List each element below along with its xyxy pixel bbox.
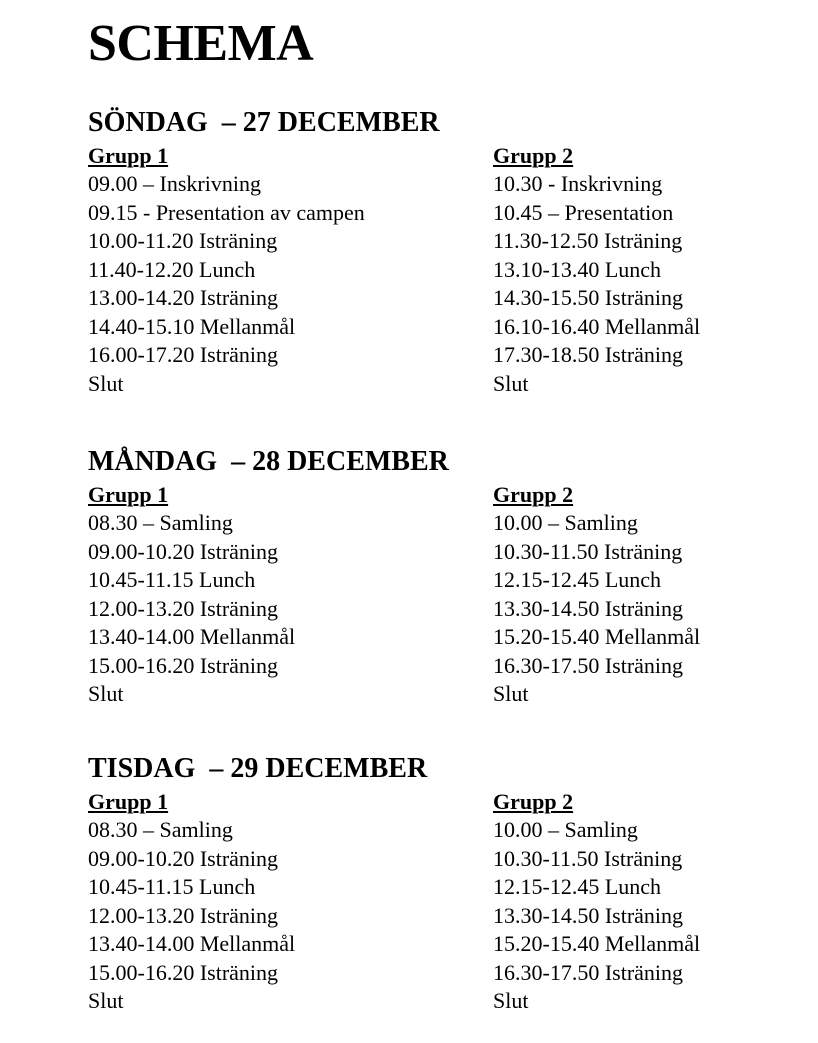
schedule-item: 16.30-17.50 Isträning xyxy=(493,959,684,985)
day-heading: SÖNDAG – 27 DECEMBER xyxy=(88,107,440,138)
schedule-item: Slut xyxy=(88,370,124,396)
schedule-item: 12.00-13.20 Isträning xyxy=(88,595,279,621)
page-title: SCHEMA xyxy=(88,15,314,72)
schedule-item: 11.30-12.50 Isträning xyxy=(493,228,683,253)
day-section xyxy=(88,446,788,706)
group-title: Grupp 1 xyxy=(88,789,169,814)
day-heading: TISDAG – 29 DECEMBER xyxy=(88,753,428,784)
schedule-item: 13.30-14.50 Isträning xyxy=(493,595,684,621)
schedule-item: 16.30-17.50 Isträning xyxy=(493,652,684,678)
schedule-item: 17.30-18.50 Isträning xyxy=(493,342,684,367)
schedule-item: 15.00-16.20 Isträning xyxy=(88,652,279,678)
schedule-item: 12.15-12.45 Lunch xyxy=(493,874,662,899)
schedule-item: Slut xyxy=(493,681,529,706)
group-2-column xyxy=(493,788,700,1016)
schedule-item: 08.30 – Samling xyxy=(88,817,233,842)
schedule-item: 09.15 - Presentation av campen xyxy=(88,199,365,225)
schedule-item: 11.40-12.20 Lunch xyxy=(88,256,256,282)
group-2-column xyxy=(493,142,700,398)
day-section xyxy=(88,107,788,396)
schedule-item: 13.30-14.50 Isträning xyxy=(493,902,684,928)
day-heading: MÅNDAG – 28 DECEMBER xyxy=(88,446,449,477)
schedule-item: 15.20-15.40 Mellanmål xyxy=(493,931,701,956)
schedule-item: 15.20-15.40 Mellanmål xyxy=(493,624,701,649)
schedule-item: 08.30 – Samling xyxy=(88,510,233,535)
group-title: Grupp 2 xyxy=(493,143,574,168)
schedule-item: 14.30-15.50 Isträning xyxy=(493,285,684,310)
schedule-item: 10.00-11.20 Isträning xyxy=(88,228,278,253)
schedule-item: 10.45-11.15 Lunch xyxy=(88,874,256,899)
schedule-item: 15.00-16.20 Isträning xyxy=(88,959,279,985)
group-1-column xyxy=(88,481,295,709)
schedule-item: 09.00 – Inskrivning xyxy=(88,171,261,196)
schedule-item: 13.10-13.40 Lunch xyxy=(493,256,662,282)
schedule-item: 13.40-14.00 Mellanmål xyxy=(88,624,296,649)
group-title: Grupp 2 xyxy=(493,482,574,507)
schedule-item: 12.15-12.45 Lunch xyxy=(493,567,662,592)
schedule-item: Slut xyxy=(88,681,124,706)
day-section xyxy=(88,753,788,1013)
schedule-item: 16.10-16.40 Mellanmål xyxy=(493,313,701,339)
schedule-item: 10.00 – Samling xyxy=(493,510,638,535)
schedule-item: 12.00-13.20 Isträning xyxy=(88,902,279,928)
schedule-item: 16.00-17.20 Isträning xyxy=(88,342,279,367)
schedule-item: 10.30-11.50 Isträning xyxy=(493,538,683,564)
schedule-item: 09.00-10.20 Isträning xyxy=(88,538,279,564)
schedule-item: 13.40-14.00 Mellanmål xyxy=(88,931,296,956)
group-1-column xyxy=(88,788,295,1016)
schedule-item: 10.00 – Samling xyxy=(493,817,638,842)
schedule-item: 09.00-10.20 Isträning xyxy=(88,845,279,871)
group-1-column xyxy=(88,142,365,398)
schedule-item: 10.45 – Presentation xyxy=(493,199,674,225)
schedule-item: 10.30 - Inskrivning xyxy=(493,171,663,196)
schedule-item: Slut xyxy=(88,988,124,1013)
group-title: Grupp 1 xyxy=(88,143,169,168)
group-2-column xyxy=(493,481,700,709)
group-title: Grupp 1 xyxy=(88,482,169,507)
group-title: Grupp 2 xyxy=(493,789,574,814)
schedule-item: Slut xyxy=(493,988,529,1013)
schedule-item: 10.30-11.50 Isträning xyxy=(493,845,683,871)
schedule-item: 13.00-14.20 Isträning xyxy=(88,285,279,310)
schedule-item: 14.40-15.10 Mellanmål xyxy=(88,313,296,339)
schedule-item: Slut xyxy=(493,370,529,396)
schedule-item: 10.45-11.15 Lunch xyxy=(88,567,256,592)
